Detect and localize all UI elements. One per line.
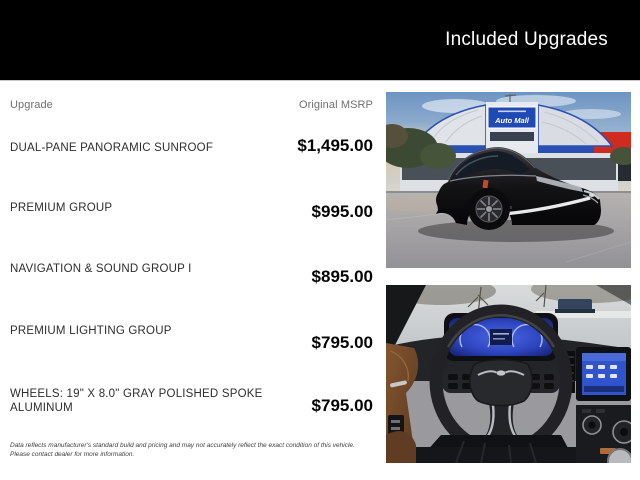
- touchscreen: [582, 353, 626, 395]
- disclaimer-line-2: Please contact dealer for more information.: [10, 451, 135, 458]
- upgrade-price: $795.00: [311, 333, 373, 352]
- interior-photo: [386, 285, 631, 463]
- column-msrp-label: Original MSRP: [298, 99, 373, 111]
- page-title: Included Upgrades: [445, 29, 608, 50]
- upgrade-price: $1,495.00: [297, 136, 373, 155]
- exterior-photo: [386, 92, 631, 268]
- disclaimer-line-1: Data reflects manufacturer's standard build and pricing and may not accurately reflect the exact condition of this vehicle.: [10, 442, 355, 449]
- upgrade-price: $995.00: [311, 202, 373, 221]
- column-upgrade-label: Upgrade: [10, 99, 53, 111]
- upgrade-name: NAVIGATION & SOUND GROUP I: [10, 263, 192, 275]
- upgrade-name: DUAL-PANE PANORAMIC SUNROOF: [10, 142, 214, 154]
- airbag-pad: [470, 360, 532, 406]
- upgrade-name: PREMIUM LIGHTING GROUP: [10, 325, 172, 337]
- upgrade-price: $895.00: [311, 267, 373, 286]
- upgrade-price: $795.00: [311, 396, 373, 415]
- lower-cabin: [416, 435, 576, 463]
- table-column-headers: [10, 99, 373, 111]
- dealership-sign: [488, 107, 536, 128]
- sign-text: Auto Mall: [495, 116, 529, 125]
- upgrade-name: PREMIUM GROUP: [10, 202, 113, 214]
- front-wheel: [468, 188, 510, 230]
- door-panel: [386, 343, 418, 463]
- upgrade-name: WHEELS: 19" X 8.0" GRAY POLISHED SPOKE ALUMINUM: [10, 388, 263, 414]
- disclaimer-text: [10, 441, 390, 459]
- page-header: [0, 0, 640, 81]
